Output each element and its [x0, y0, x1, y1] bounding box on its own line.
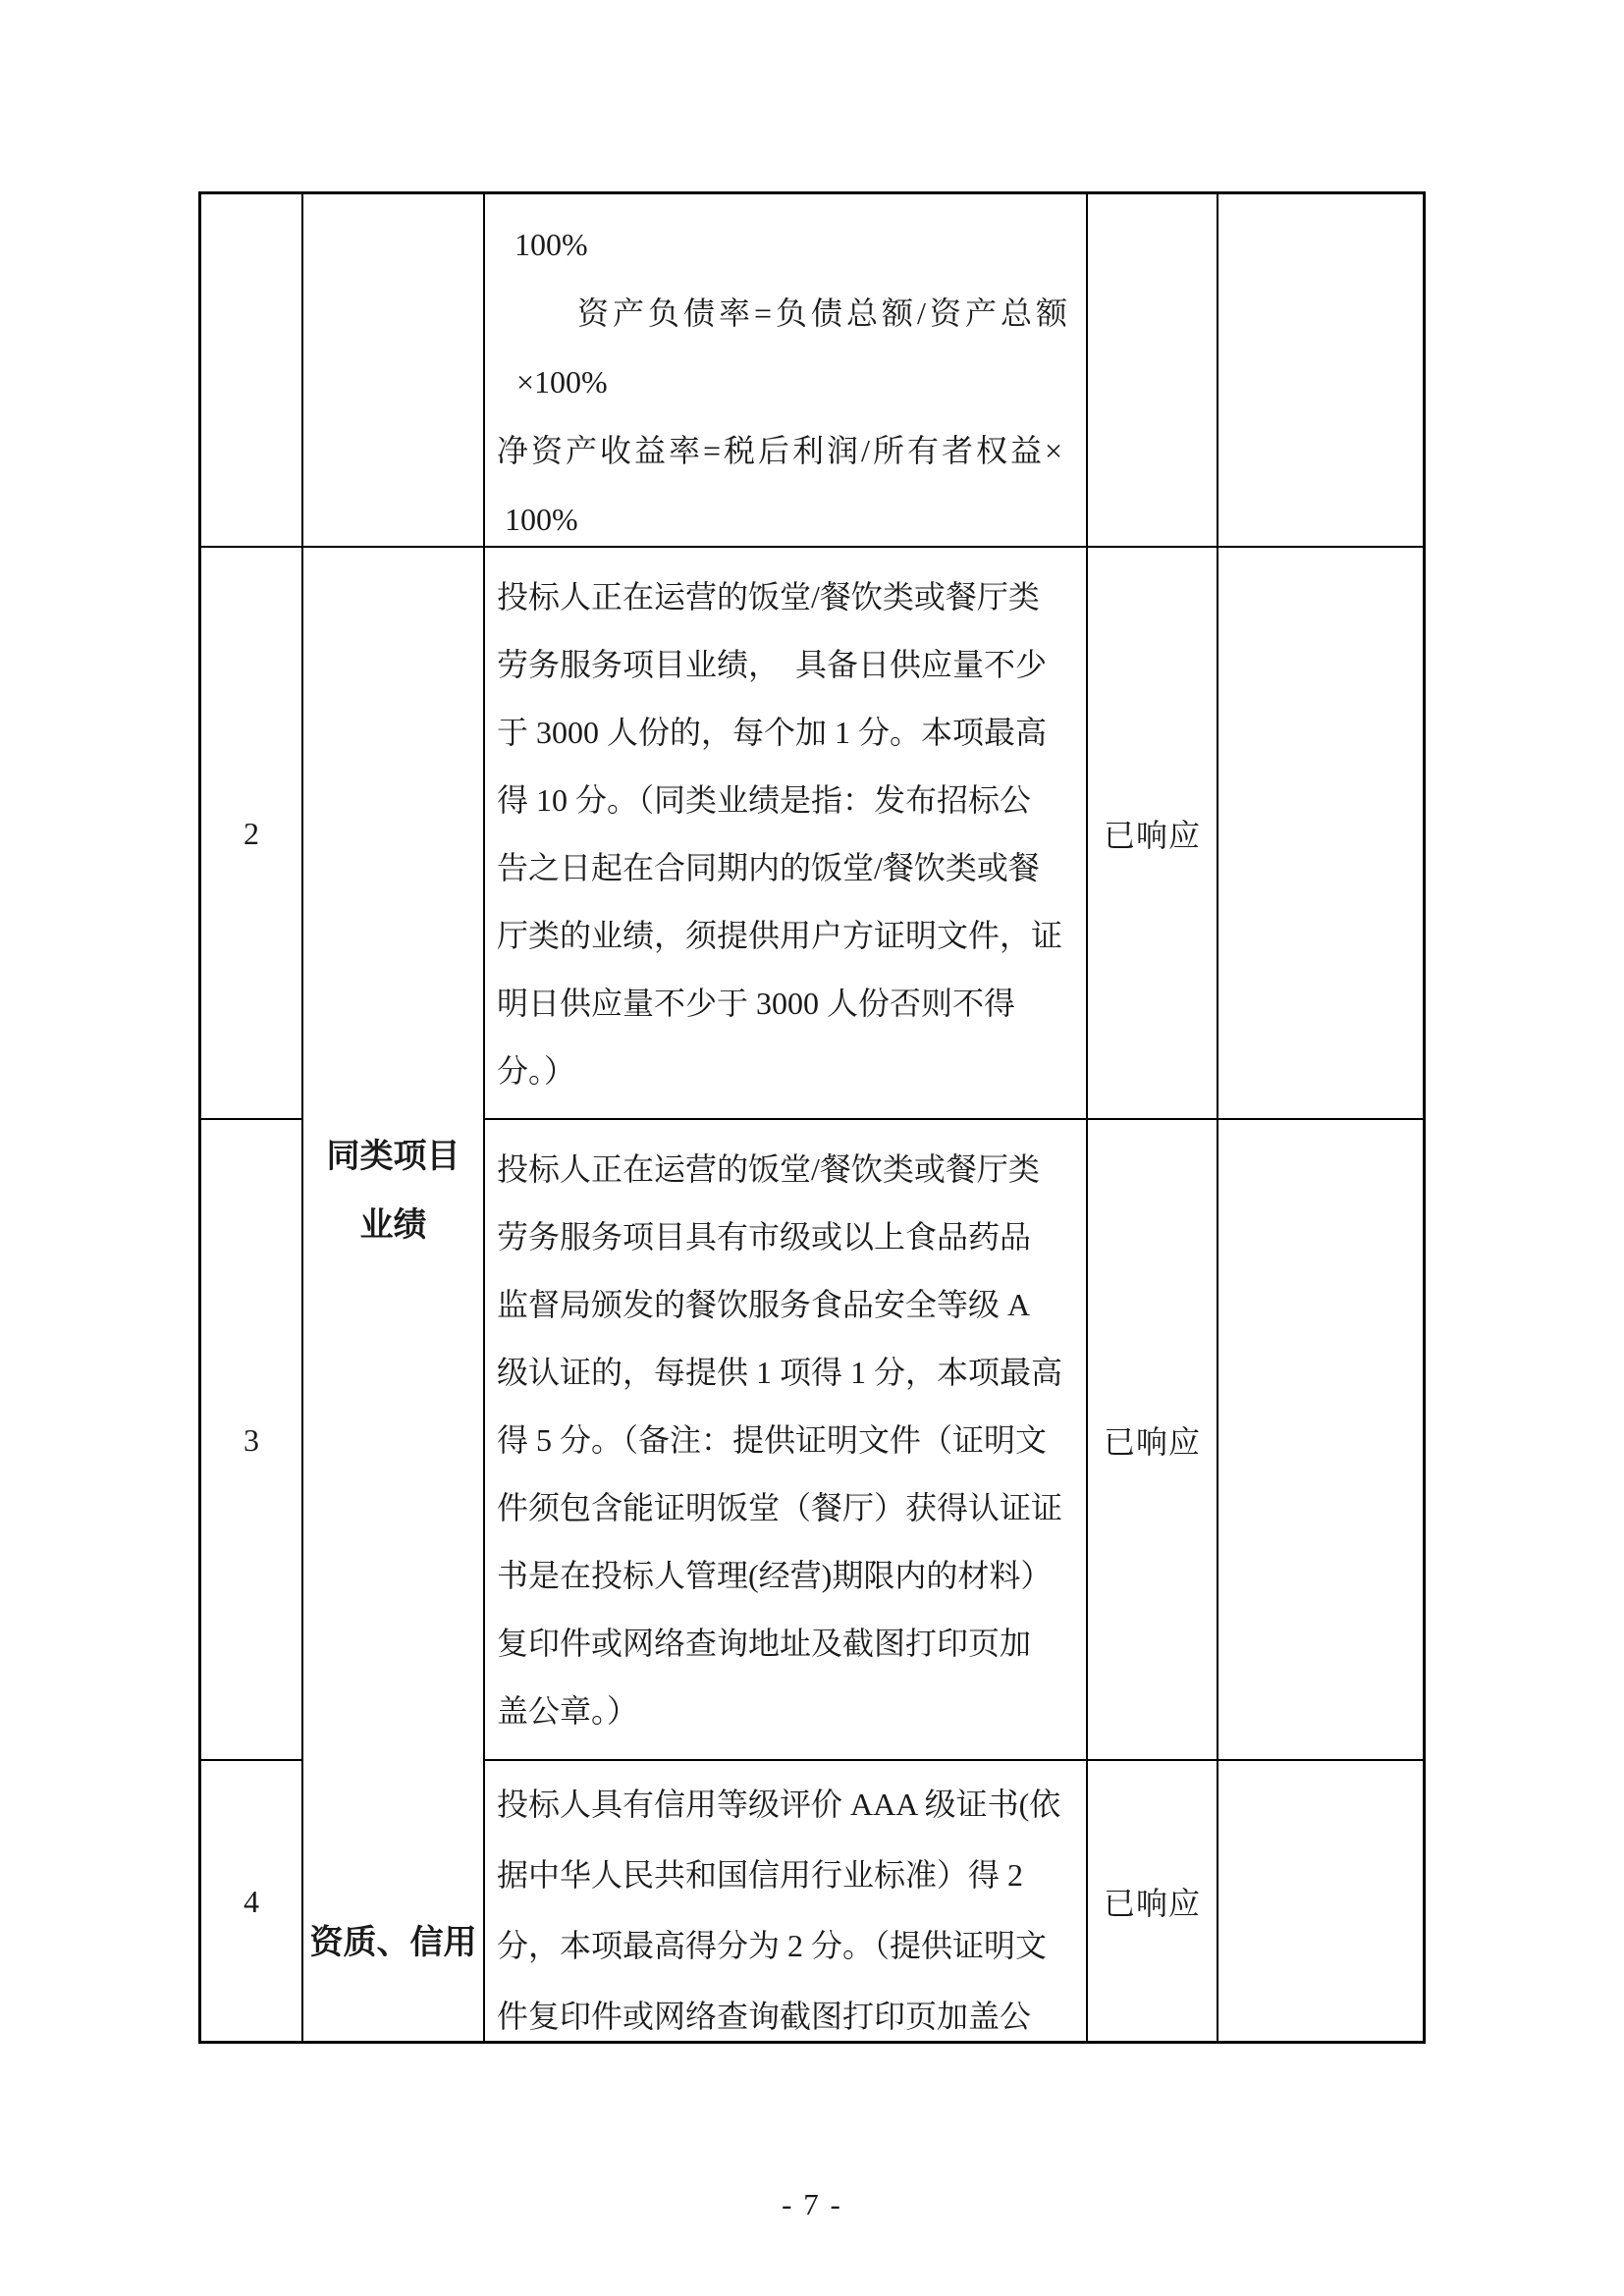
criteria-line: 得 5 分。（备注：提供证明文件（证明文	[497, 1422, 1048, 1458]
criteria-cell-row3	[485, 1120, 1088, 1761]
criteria-line: 书是在投标人管理(经营)期限内的材料）	[497, 1558, 1053, 1593]
category-line: 资质、信用	[309, 1924, 477, 1961]
criteria-line: 得 10 分。（同类业绩是指：发布招标公	[497, 782, 1032, 818]
seq-cell-row1-empty	[201, 194, 303, 548]
criteria-line: 劳务服务项目具有市级或以上食品药品	[497, 1219, 1032, 1255]
criteria-line: ×100%	[516, 364, 608, 400]
criteria-cell-row2	[485, 548, 1088, 1120]
criteria-line: 于 3000 人份的，每个加 1 分。本项最高	[497, 715, 1048, 750]
criteria-line: 投标人具有信用等级评价 AAA 级证书(依	[497, 1787, 1061, 1822]
criteria-line: 告之日起在合同期内的饭堂/餐饮类或餐	[497, 850, 1040, 885]
criteria-line: 明日供应量不少于 3000 人份否则不得	[497, 986, 1016, 1021]
response-cell-row3: 已响应	[1088, 1120, 1218, 1761]
seq-cell-row4: 4	[201, 1761, 303, 2041]
page-number: - 7 -	[782, 2187, 842, 2221]
criteria-line: 件须包含能证明饭堂（餐厅）获得认证证	[497, 1490, 1063, 1525]
criteria-line: 盖公章。）	[497, 1693, 639, 1729]
criteria-line: 投标人正在运营的饭堂/餐饮类或餐厅类	[497, 579, 1040, 614]
remark-cell-row1-empty	[1218, 194, 1423, 548]
category-line: 业绩	[359, 1206, 427, 1244]
criteria-line: 据中华人民共和国信用行业标准）得 2	[497, 1857, 1024, 1893]
seq-cell-row2: 2	[201, 548, 303, 1120]
evaluation-criteria-table	[198, 191, 1426, 2044]
criteria-line: 监督局颁发的餐饮服务食品安全等级 A	[497, 1287, 1031, 1322]
category-line: 同类项目	[326, 1138, 460, 1175]
remark-cell-row3-empty	[1218, 1120, 1423, 1761]
category-cell-qualification-credit	[303, 1761, 485, 2041]
category-cell-row1-empty	[303, 194, 485, 548]
criteria-line: 分。）	[497, 1053, 576, 1089]
criteria-line-formula-roe: 净资产收益率=税后利润/所有者权益×	[497, 433, 1065, 468]
response-cell-row2: 已响应	[1088, 548, 1218, 1120]
criteria-line-formula-debt-ratio: 资产负债率=负债总额/资产总额	[577, 295, 1071, 331]
criteria-line: 投标人正在运营的饭堂/餐饮类或餐厅类	[497, 1151, 1040, 1187]
category-cell-same-type-performance	[303, 548, 485, 1761]
remark-cell-row4-empty	[1218, 1761, 1423, 2041]
criteria-cell-row1	[485, 194, 1088, 548]
criteria-line: 分，本项最高得分为 2 分。（提供证明文	[497, 1928, 1048, 1963]
remark-cell-row2-empty	[1218, 548, 1423, 1120]
criteria-line: 级认证的，每提供 1 项得 1 分，本项最高	[497, 1355, 1063, 1390]
response-cell-row4: 已响应	[1088, 1761, 1218, 2041]
criteria-line: 100%	[514, 227, 588, 262]
seq-cell-row3: 3	[201, 1120, 303, 1761]
criteria-line: 劳务服务项目业绩， 具备日供应量不少	[497, 647, 1048, 682]
criteria-line: 100%	[505, 502, 578, 537]
criteria-cell-row4	[485, 1761, 1088, 2041]
criteria-line: 复印件或网络查询地址及截图打印页加	[497, 1626, 1032, 1661]
response-cell-row1-empty	[1088, 194, 1218, 548]
criteria-line: 厅类的业绩，须提供用户方证明文件，证	[497, 918, 1063, 953]
criteria-line: 件复印件或网络查询截图打印页加盖公	[497, 1999, 1032, 2034]
